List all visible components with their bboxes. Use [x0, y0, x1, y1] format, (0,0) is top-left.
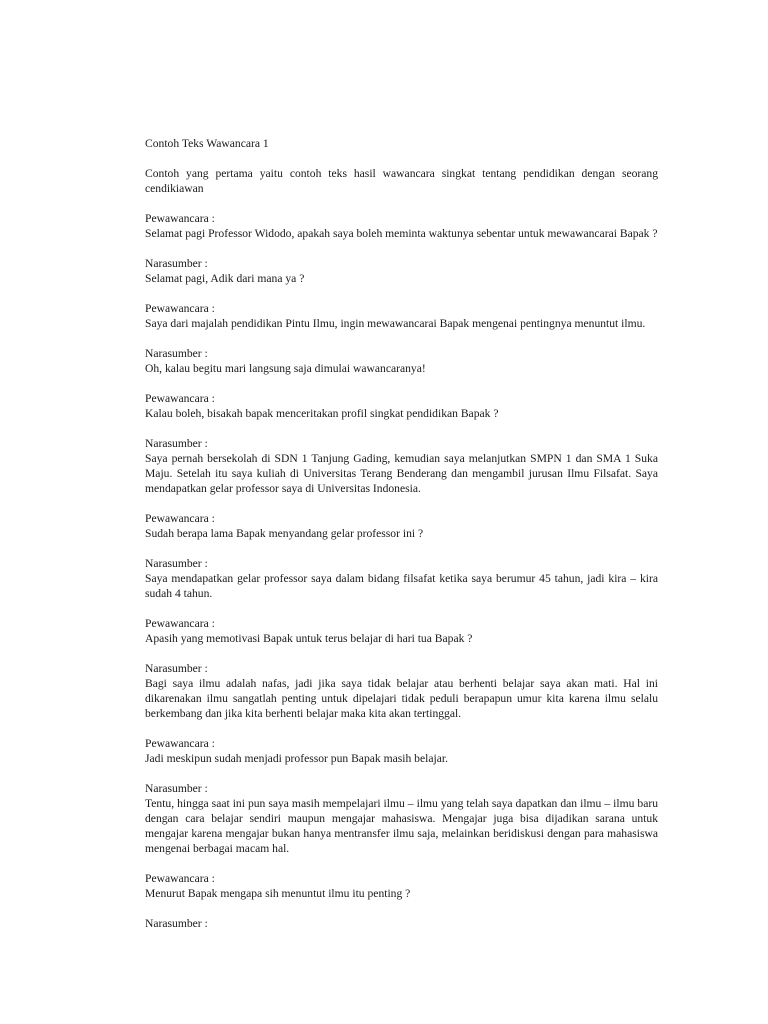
utterance-text: Oh, kalau begitu mari langsung saja dimulai wawancaranya!: [145, 362, 426, 375]
speaker-label: Narasumber :: [145, 257, 208, 270]
interview-turn: [145, 781, 658, 856]
speaker-label: Pewawancara :: [145, 302, 215, 315]
utterance-text: Saya pernah bersekolah di SDN 1 Tanjung Gading, kemudian saya melanjutkan SMPN 1 dan SMA 1 Suka Maju. Setelah itu saya kuliah di Universitas Terang Benderang dan mengambil jurusan Ilmu Filsafat. Saya mendapatkan gelar professor saya di Universitas Indonesia.: [145, 452, 658, 495]
utterance-text: Tentu, hingga saat ini pun saya masih mempelajari ilmu – ilmu yang telah saya dapatkan dan ilmu – ilmu baru dengan cara belajar sendiri maupun mengajar mahasiswa. Mengajar juga bisa dijadikan sarana untuk mengajar karena mengajar bukan hanya mentransfer ilmu saja, melainkan beridiskusi dengan para mahasiswa mengenai berbagai macam hal.: [145, 797, 658, 855]
speaker-label: Narasumber :: [145, 347, 208, 360]
utterance-text: Jadi meskipun sudah menjadi professor pun Bapak masih belajar.: [145, 752, 448, 765]
speaker-label: Pewawancara :: [145, 392, 215, 405]
utterance-text: Apasih yang memotivasi Bapak untuk terus belajar di hari tua Bapak ?: [145, 632, 473, 645]
interview-turn: [145, 301, 658, 331]
interview-turn: [145, 256, 658, 286]
speaker-label: Narasumber :: [145, 917, 208, 930]
speaker-label: Narasumber :: [145, 437, 208, 450]
document-body: [145, 136, 658, 946]
speaker-label: Pewawancara :: [145, 737, 215, 750]
utterance-text: Sudah berapa lama Bapak menyandang gelar professor ini ?: [145, 527, 424, 540]
speaker-label: Narasumber :: [145, 662, 208, 675]
interview-turn: [145, 556, 658, 601]
interview-turn: [145, 616, 658, 646]
interview-turn: [145, 436, 658, 496]
utterance-text: Saya dari majalah pendidikan Pintu Ilmu, ingin mewawancarai Bapak mengenai pentingnya menuntut ilmu.: [145, 317, 646, 330]
interview-turn: [145, 346, 658, 376]
intro-paragraph: Contoh yang pertama yaitu contoh teks hasil wawancara singkat tentang pendidikan dengan seorang cendikiawan: [145, 167, 658, 195]
speaker-label: Narasumber :: [145, 782, 208, 795]
interview-turn: [145, 871, 658, 901]
interview-turn: [145, 661, 658, 721]
utterance-text: Selamat pagi, Adik dari mana ya ?: [145, 272, 305, 285]
interview-turn: [145, 736, 658, 766]
interview-turn: [145, 391, 658, 421]
utterance-text: Menurut Bapak mengapa sih menuntut ilmu itu penting ?: [145, 887, 411, 900]
speaker-label: Narasumber :: [145, 557, 208, 570]
speaker-label: Pewawancara :: [145, 872, 215, 885]
interview-turn: [145, 511, 658, 541]
speaker-label: Pewawancara :: [145, 512, 215, 525]
interview-turn: [145, 211, 658, 241]
speaker-label: Pewawancara :: [145, 617, 215, 630]
interview-turn: [145, 916, 658, 931]
document-title: Contoh Teks Wawancara 1: [145, 137, 269, 150]
utterance-text: Bagi saya ilmu adalah nafas, jadi jika saya tidak belajar atau berhenti belajar saya akan mati. Hal ini dikarenakan ilmu sangatlah penting untuk dipelajari tidak peduli berapapun umur kita karena ilmu selalu berkembang dan jika kita berhenti belajar maka kita akan tertinggal.: [145, 677, 658, 720]
utterance-text: Saya mendapatkan gelar professor saya dalam bidang filsafat ketika saya berumur 45 tahun, jadi kira – kira sudah 4 tahun.: [145, 572, 658, 600]
utterance-text: Selamat pagi Professor Widodo, apakah saya boleh meminta waktunya sebentar untuk mewawancarai Bapak ?: [145, 227, 658, 240]
speaker-label: Pewawancara :: [145, 212, 215, 225]
utterance-text: Kalau boleh, bisakah bapak menceritakan profil singkat pendidikan Bapak ?: [145, 407, 499, 420]
